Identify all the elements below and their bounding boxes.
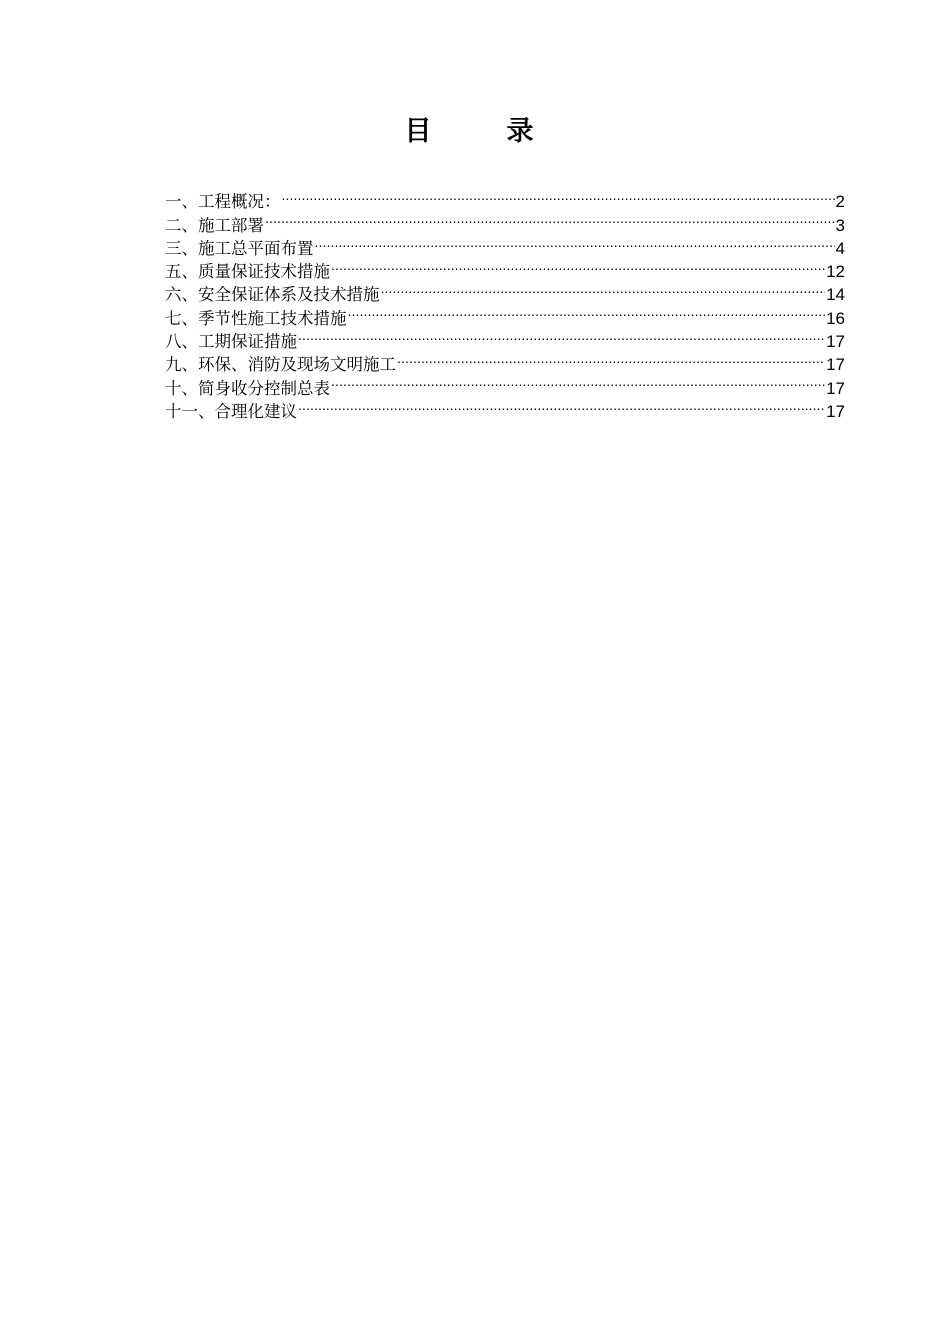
toc-entry-label: 五、质量保证技术措施: [165, 262, 330, 282]
toc-entry-label: 十一、合理化建议: [165, 401, 297, 421]
toc-entry[interactable]: [165, 231, 845, 258]
toc-entry-page: 14: [826, 285, 845, 305]
toc-entry-label: 七、季节性施工技术措施: [165, 308, 347, 328]
toc-entry-page: 4: [835, 238, 845, 258]
toc-entry-label: 九、环保、消防及现场文明施工: [165, 355, 396, 375]
toc-entry-label: 一、工程概况：: [165, 192, 281, 212]
toc-entry-page: 17: [826, 378, 845, 398]
toc-leader-dots: [381, 277, 826, 300]
toc-entry-page: 17: [826, 332, 845, 352]
toc-entry-page: 16: [826, 308, 845, 328]
table-of-contents: [165, 184, 845, 421]
toc-entry-page: 12: [826, 262, 845, 282]
toc-entry-label: 二、施工部署: [165, 215, 264, 235]
toc-entry-page: 17: [826, 401, 845, 421]
toc-leader-dots: [265, 207, 835, 230]
toc-title: 目 录: [404, 116, 558, 147]
toc-entry-label: 八、工期保证措施: [165, 332, 297, 352]
toc-entry[interactable]: [165, 207, 845, 235]
toc-leader-dots: [331, 370, 825, 393]
toc-entry-label: 十、简身收分控制总表: [165, 378, 330, 398]
toc-entry-page: 2: [835, 192, 845, 212]
toc-entry-label: 三、施工总平面布置: [165, 238, 314, 258]
toc-entry-page: 3: [835, 215, 845, 235]
toc-entry-page: 17: [826, 355, 845, 375]
toc-entry-label: 六、安全保证体系及技术措施: [165, 285, 380, 305]
toc-leader-dots: [348, 300, 826, 323]
toc-leader-dots: [331, 254, 825, 277]
toc-entry[interactable]: [165, 184, 845, 212]
toc-leader-dots: [298, 394, 825, 417]
toc-leader-dots: [315, 231, 835, 254]
toc-leader-dots: [282, 184, 835, 207]
toc-leader-dots: [397, 347, 825, 370]
toc-leader-dots: [298, 324, 825, 347]
